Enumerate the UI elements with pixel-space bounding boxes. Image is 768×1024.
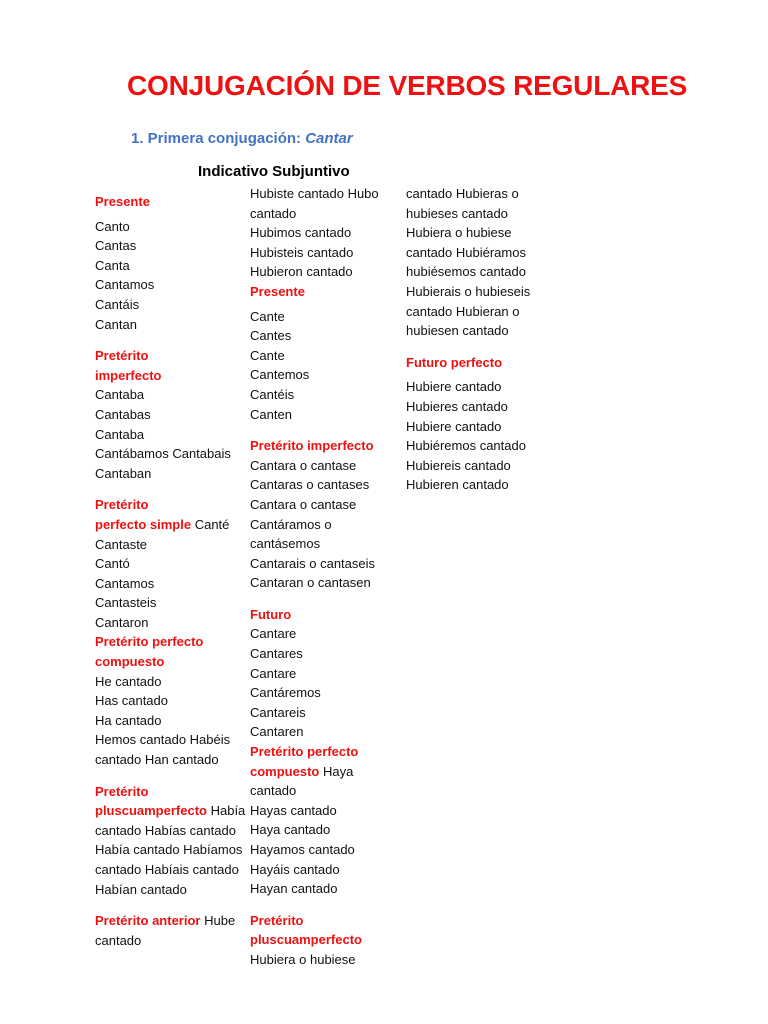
list-item: hubieses cantado [406, 205, 508, 221]
list-item: Cantaran o cantasen [250, 575, 371, 591]
list-item: cantásemos [250, 536, 321, 552]
list-item: Canten [250, 406, 292, 422]
heading-imperfecto-subjuntivo: Pretérito imperfecto [250, 438, 374, 454]
list-item: cantado Hubiéramos [406, 244, 526, 260]
list-item: Hubisteis cantado [250, 244, 354, 260]
heading-compuesto-subjuntivo-line [250, 762, 410, 782]
list-item: Hubiere cantado [406, 379, 502, 395]
list-presente-indicativo [95, 217, 255, 335]
list-item: Cantaren [250, 724, 304, 740]
list-item: Hayamos cantado [250, 842, 355, 857]
heading-futuro-perfecto: Futuro perfecto [406, 354, 503, 370]
heading-plusc-subjuntivo-1: Pretérito [250, 912, 304, 928]
list-item: Habían cantado [95, 881, 187, 897]
list-item: Cantares [250, 646, 303, 662]
list-item: Hubiera o hubiese [406, 225, 512, 241]
heading-anterior-line [95, 911, 255, 931]
list-item: Cantamos [95, 575, 155, 591]
heading-compuesto-subjuntivo-1: Pretérito perfecto [250, 744, 359, 760]
heading-presente-subjuntivo: Presente [250, 283, 305, 299]
heading-perfecto-compuesto-1: Pretérito perfecto [95, 634, 204, 650]
list-item: Haya [319, 763, 354, 779]
section-heading-prefix: 1. Primera conjugación: [131, 130, 306, 147]
heading-preterito-anterior: Pretérito anterior [95, 913, 201, 929]
list-item: Cantaba [95, 387, 145, 403]
list-item: Canté [191, 516, 230, 532]
list-item: Cantemos [250, 367, 310, 383]
list-item: Hubiste cantado Hubo [250, 186, 379, 201]
list-item: Hubimos cantado [250, 225, 352, 241]
list-item: Cantara o cantase [250, 496, 357, 512]
list-item: Cantas [95, 238, 137, 254]
list-item: Había cantado Habíamos [95, 842, 243, 858]
list-item: Cantáis [95, 296, 140, 312]
list-item: Cante [250, 347, 285, 363]
list-item: Haya cantado [250, 822, 331, 838]
heading-imperfecto-1: Pretérito [95, 348, 149, 364]
heading-compuesto-subjuntivo-2: compuesto [250, 763, 320, 779]
list-item: Cantáremos [250, 685, 321, 701]
list-item: Cantábamos Cantabais [95, 446, 231, 462]
list-item: cantado Habíais cantado [95, 862, 239, 877]
list-item: cantado Han cantado [95, 752, 219, 768]
list-item: Cantare [250, 626, 297, 642]
column-1 [95, 192, 255, 950]
heading-futuro: Futuro [250, 606, 292, 622]
list-item: Hayas cantado [250, 802, 337, 818]
list-item: Cantes [250, 328, 292, 344]
list-item: Hubieron cantado [250, 264, 353, 280]
section-heading-verb: Cantar [305, 130, 353, 147]
list-item: Canta [95, 257, 130, 273]
list-item: Hubiéremos cantado [406, 438, 526, 454]
list-item: Hubieren cantado [406, 477, 509, 493]
list-item: cantado Hubieran o [406, 303, 520, 319]
list-item: hubiesen cantado [406, 323, 509, 339]
heading-perfecto-simple-2: perfecto simple [95, 516, 192, 532]
list-item: cantado [250, 783, 297, 799]
list-item: Cantó [95, 556, 130, 572]
heading-perfecto-simple-line [95, 515, 255, 535]
list-item: Hube [200, 913, 236, 929]
list-item: Cantareis [250, 704, 306, 720]
column-2 [250, 184, 410, 970]
list-item: Cantaba [95, 426, 145, 442]
list-item: Hayáis cantado [250, 861, 340, 877]
list-item: Cantaron [95, 614, 149, 630]
list-item: Cantarais o cantaseis [250, 555, 376, 571]
list-item: He cantado [95, 673, 162, 689]
list-item: Hubiera o hubiese [250, 951, 356, 967]
list-item: cantado Habías cantado [95, 822, 236, 838]
section-heading [131, 130, 353, 147]
list-item: Cantamos [95, 277, 155, 293]
list-item: Hubierais o hubieseis [406, 283, 531, 299]
list-item: Cante [250, 308, 285, 324]
list-item: Cantáramos o [250, 516, 332, 532]
list-item: Ha cantado [95, 712, 162, 728]
list-item: cantado Hubieras o [406, 186, 519, 201]
list-item: Cantaban [95, 465, 152, 481]
list-item: Cantaste [95, 536, 148, 552]
list-item: Hubieres cantado [406, 398, 508, 414]
list-item: Cantara o cantase [250, 457, 357, 473]
list-item: Cantan [95, 316, 137, 332]
column-3 [406, 184, 566, 495]
list-item: cantado [95, 932, 142, 948]
list-presente-subjuntivo [250, 307, 410, 425]
heading-perfecto-simple-1: Pretérito [95, 497, 149, 513]
heading-pluscuamperfecto-2: pluscuamperfecto [95, 803, 207, 819]
list-item: Había [206, 803, 246, 819]
list-item: hubiésemos cantado [406, 264, 526, 280]
list-futuro-perfecto [406, 377, 566, 495]
heading-presente-indicativo: Presente [95, 194, 150, 209]
heading-imperfecto-2: imperfecto [95, 367, 162, 383]
list-item: Hubiere cantado [406, 418, 502, 434]
list-item: Cantaras o cantases [250, 477, 370, 493]
list-item: Cantasteis [95, 595, 157, 611]
list-item: Cantare [250, 665, 297, 681]
heading-perfecto-compuesto-2: compuesto [95, 654, 165, 670]
list-item: cantado [250, 205, 297, 221]
list-item: Has cantado [95, 693, 168, 709]
list-item: Cantéis [250, 386, 295, 402]
moods-heading: Indicativo Subjuntivo [198, 163, 350, 180]
page-title: CONJUGACIÓN DE VERBOS REGULARES [127, 70, 688, 101]
list-item: Hemos cantado Habéis [95, 732, 231, 748]
list-item: Canto [95, 218, 130, 234]
list-item: Hayan cantado [250, 881, 338, 897]
list-item: Cantabas [95, 406, 151, 422]
heading-plusc-subjuntivo-2: pluscuamperfecto [250, 932, 362, 948]
list-item: Hubiereis cantado [406, 457, 511, 473]
heading-pluscuamperfecto-1: Pretérito [95, 783, 149, 799]
heading-pluscuamperfecto-line [95, 801, 255, 821]
